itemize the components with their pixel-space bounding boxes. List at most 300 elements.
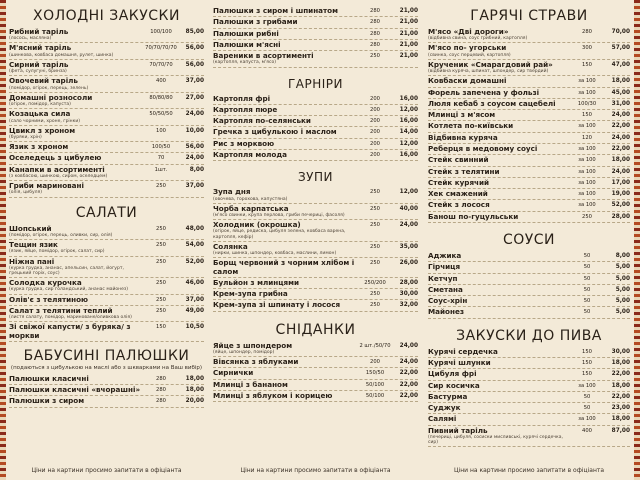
menu-item-text <box>9 94 144 107</box>
decorative-border-left <box>0 0 6 480</box>
menu-item-name: Палюшки класичні «вчорашні» <box>9 385 141 395</box>
menu-item-text <box>213 358 358 366</box>
menu-item-price: 30,00 <box>399 291 418 298</box>
menu-item-text <box>9 225 144 238</box>
menu-item-name: Курячі сердечка <box>428 346 498 356</box>
menu-item-weight: 70 <box>157 155 165 162</box>
menu-item-text <box>9 154 144 162</box>
section-title-salads: САЛАТИ <box>75 204 138 221</box>
menu-item-weight: 280 <box>370 41 380 48</box>
menu-item-name: Гриби мариновані <box>9 181 84 191</box>
menu-item-price: 18,00 <box>185 387 204 394</box>
menu-item-name: Бульйон з млинцями <box>213 277 300 287</box>
section-title-sauces: СОУСИ <box>502 232 556 249</box>
menu-item-text <box>428 201 570 209</box>
menu-item-weight: 250 <box>156 183 166 190</box>
menu-item-text <box>213 117 358 125</box>
section-title-breakfasts: СНІДАНКИ <box>275 321 356 338</box>
menu-item-name: Кетчуп <box>428 273 458 283</box>
menu-item-weight: 200 <box>370 106 380 113</box>
menu-item-weight: за 100 <box>578 416 596 423</box>
menu-item-name: Зі свіжої капусти/ з буряка/ з моркви <box>9 322 131 340</box>
menu-item-name: Чорба карпатська <box>213 203 289 213</box>
items-sauces <box>428 251 630 319</box>
menu-item-weight: 250 <box>370 222 380 229</box>
menu-item-price: 56,00 <box>185 61 204 68</box>
menu-item <box>428 76 630 87</box>
menu-item <box>9 396 204 407</box>
menu-item-weight: 150 <box>582 112 592 119</box>
menu-item-name: Яйце з шпондером <box>213 340 293 350</box>
menu-item-name: Домашні розносоли <box>9 92 93 102</box>
menu-item-name: Стейк з лосося <box>428 200 490 210</box>
menu-item-price: 10,00 <box>185 127 204 134</box>
menu-item-price: 24,00 <box>611 168 630 175</box>
menu-item <box>428 296 630 307</box>
items-soups <box>213 187 418 311</box>
menu-item-name: Картопля молода <box>213 149 287 159</box>
menu-item <box>9 224 204 240</box>
menu-item <box>213 368 418 379</box>
menu-item-weight: 250 <box>156 296 166 303</box>
menu-item <box>428 414 630 425</box>
menu-item-weight: 280 <box>582 29 592 35</box>
menu-item-text <box>428 168 570 176</box>
menu-item-text <box>213 369 358 377</box>
menu-item <box>428 358 630 369</box>
menu-item-name: Люля кебаб з соусом сацебелі <box>428 98 556 108</box>
menu-item <box>213 139 418 150</box>
menu-item-name: Палюшки з грибами <box>213 17 298 27</box>
menu-item-name: Олів'є з телятиною <box>9 294 89 304</box>
menu-item <box>9 257 204 279</box>
menu-item-name: Палюшки з сиром і шпинатом <box>213 6 338 15</box>
menu-item-weight: 250 <box>582 213 592 220</box>
menu-item-price: 54,00 <box>185 242 204 249</box>
menu-item-text <box>428 415 570 423</box>
menu-item-name: М'ясо «Дві дороги» <box>428 27 509 36</box>
menu-item-price: 35,00 <box>399 243 418 250</box>
menu-item-ingredients: (картопля, капуста, м'ясо) <box>213 60 276 66</box>
section-title-cold-appetizers: ХОЛОДНІ ЗАКУСКИ <box>33 8 180 24</box>
menu-item <box>213 6 418 17</box>
menu-item-text <box>213 128 358 136</box>
section-title-palushky: БАБУСИНІ ПАЛЮШКИ <box>23 347 190 364</box>
items-cold-appetizers <box>9 27 204 198</box>
menu-item-name: Соус-хрін <box>428 296 468 306</box>
menu-item-weight: 50 <box>583 405 591 412</box>
menu-item-text <box>213 30 358 38</box>
menu-item-text <box>428 100 570 108</box>
menu-item-weight: 280 <box>156 398 166 405</box>
menu-item-price: 22,00 <box>611 371 630 378</box>
menu-column-3 <box>428 6 630 474</box>
menu-item <box>428 251 630 262</box>
menu-item-name: Солянка <box>213 241 248 251</box>
menu-item <box>213 204 418 220</box>
menu-item-weight: 150 <box>582 371 592 378</box>
menu-item-name: Сир косичка <box>428 380 480 390</box>
menu-column-2 <box>213 6 418 474</box>
menu-item-weight: 120 <box>582 134 592 141</box>
menu-item-name: М'ясо по- угорськи <box>428 43 507 53</box>
menu-item <box>428 99 630 110</box>
menu-item-name: Реберця в медовому соусі <box>428 144 538 154</box>
menu-item-price: 14,00 <box>399 129 418 136</box>
menu-item-weight: за 100 <box>578 146 596 153</box>
menu-item-price: 28,00 <box>399 279 418 286</box>
menu-item-weight: 280 <box>370 30 380 37</box>
menu-item-weight: 250 <box>370 302 380 309</box>
menu-item-text <box>428 122 570 130</box>
menu-item-ingredients: (листя салату, помідор, мариноване/оливкова олія) <box>9 315 132 321</box>
menu-item <box>213 300 418 311</box>
menu-item-weight: 250 <box>156 242 166 249</box>
menu-item-text <box>9 386 144 394</box>
menu-item-name: Палюшки з сиром <box>9 396 85 406</box>
menu-item-weight: 50 <box>583 309 591 316</box>
menu-item <box>428 121 630 132</box>
menu-item-name: Палюшки класичні <box>9 373 89 383</box>
menu-item-text <box>428 252 570 260</box>
menu-item <box>428 347 630 358</box>
menu-item-price: 24,00 <box>399 222 418 229</box>
menu-item-text <box>428 393 570 401</box>
footer-note: Ціни на картини просимо запитати в офіціанта <box>453 467 605 474</box>
menu-item <box>213 29 418 40</box>
menu-item <box>428 381 630 392</box>
menu-item-text <box>428 77 570 85</box>
menu-item-name: Банош по-гуцульськи <box>428 211 519 221</box>
menu-item-weight: 200 <box>370 151 380 158</box>
menu-item-price: 37,00 <box>185 296 204 303</box>
section-title-garnishes: ГАРНІРИ <box>287 76 344 91</box>
menu-item-ingredients: (курка грудка, ананас, апельсин, салат, йогурт, грецький горіх, соус) <box>9 265 124 276</box>
menu-item-name: Суджук <box>428 403 461 413</box>
menu-item <box>9 181 204 197</box>
menu-item-weight: 250 <box>370 291 380 298</box>
menu-item-text <box>428 286 570 294</box>
menu-item-weight: 200 <box>370 140 380 147</box>
menu-item-weight: 250 <box>370 243 380 250</box>
menu-item-text <box>213 342 358 355</box>
menu-item-text <box>428 44 570 57</box>
menu-item <box>428 167 630 178</box>
menu-item-price: 21,00 <box>399 53 418 60</box>
menu-item-name: Крученик «Смарагдовий рай» <box>428 59 553 69</box>
menu-item <box>428 307 630 318</box>
menu-item-price: 21,00 <box>399 41 418 48</box>
footer-note: Ціни на картини просимо запитати в офіціанта <box>240 467 391 474</box>
menu-item-name: Хек смажений <box>428 189 488 199</box>
menu-item-text <box>428 382 570 390</box>
menu-item-price: 46,00 <box>185 280 204 287</box>
menu-item-text <box>428 370 570 378</box>
menu-item-ingredients: (лосось, масляна) <box>9 36 52 42</box>
menu-item-ingredients: (свинка, соус перцевий, картопля) <box>428 52 511 58</box>
menu-item-price: 21,00 <box>399 30 418 37</box>
menu-item-name: Відбивна куряча <box>428 132 498 142</box>
menu-item-price: 5,00 <box>615 275 630 282</box>
menu-item-price: 52,00 <box>611 202 630 209</box>
menu-item-ingredients: (курка грудка, сир голандський, ананас майонез) <box>9 287 129 293</box>
menu-item-text <box>213 52 358 65</box>
menu-item <box>9 165 204 181</box>
menu-item-price: 48,00 <box>185 225 204 232</box>
menu-item-weight: 280 <box>370 19 380 26</box>
menu-item-weight: 200 <box>370 129 380 136</box>
menu-item-ingredients: (помідор, огірок, перець, зелень) <box>9 85 89 91</box>
menu-item-name: Ковбаски домашні <box>428 76 507 86</box>
menu-item-name: Ніжна пані <box>9 256 55 266</box>
menu-item-name: Гречка з цибулькою і маслом <box>213 127 337 137</box>
menu-item-price: 28,00 <box>611 213 630 220</box>
menu-item-text <box>9 241 144 254</box>
menu-item-weight: 50 <box>583 264 591 271</box>
menu-item-text <box>428 348 570 356</box>
menu-item-name: Цибуля фрі <box>428 369 477 379</box>
menu-item-price: 18,00 <box>611 416 630 423</box>
menu-item <box>9 153 204 164</box>
menu-item-price: 16,00 <box>399 95 418 102</box>
menu-item-name: Картопля по-селянськи <box>213 116 311 126</box>
menu-item-price: 16,00 <box>399 151 418 158</box>
menu-item-name: Козацька сила <box>9 109 71 119</box>
menu-item-text <box>213 392 358 400</box>
menu-item-weight: 150 <box>582 61 592 68</box>
menu-item-price: 37,00 <box>185 183 204 190</box>
menu-item-name: Салат з телятини теплий <box>9 305 113 315</box>
menu-item-ingredients: (м'ясо свинки, крупа перлова, гриби печериці, фасоля) <box>213 213 345 218</box>
menu-item-name: Вареники в асортименті <box>213 51 314 61</box>
menu-item <box>428 133 630 144</box>
menu-item-weight: 250 <box>370 260 380 267</box>
footer-note: Ціни на картини просимо запитати в офіціанта <box>31 467 182 474</box>
menu-item-price: 22,00 <box>399 392 418 399</box>
menu-item-text <box>213 140 358 148</box>
menu-item-name: Курячі шлунки <box>428 357 491 367</box>
menu-item-ingredients: (з ковбасою, шинкою, сиром, оселедцем) <box>9 174 108 180</box>
menu-item <box>428 189 630 200</box>
menu-item-name: Салямі <box>428 414 457 424</box>
menu-item-name: Пивний таріль <box>428 425 488 435</box>
menu-item-text <box>9 323 144 340</box>
menu-item <box>213 258 418 278</box>
menu-item-weight: 300 <box>582 45 592 52</box>
menu-item-price: 5,00 <box>615 309 630 316</box>
menu-item-text <box>213 205 358 218</box>
menu-item-price: 5,00 <box>615 286 630 293</box>
menu-item-weight: 280 <box>156 375 166 382</box>
menu-item-weight: за 100 <box>578 179 596 186</box>
menu-item-ingredients: (відбивна свина, соус грибний, картопля) <box>428 36 528 42</box>
menu-item-weight: 50 <box>583 286 591 293</box>
menu-item-name: Картопля фрі <box>213 93 271 103</box>
menu-item-price: 17,00 <box>611 179 630 186</box>
menu-item-name: Стейк свинний <box>428 155 489 165</box>
menu-item-price: 23,00 <box>611 405 630 412</box>
menu-item-price: 49,00 <box>185 307 204 314</box>
menu-item-name: М'ясний таріль <box>9 43 72 53</box>
menu-item-price: 18,00 <box>611 382 630 389</box>
menu-item-weight: 70/70/70/70 <box>145 45 177 52</box>
menu-item-price: 37,00 <box>185 78 204 85</box>
menu-item-weight: 1шт. <box>154 166 168 173</box>
menu-item-text <box>9 61 144 74</box>
menu-item-weight: 250 <box>370 53 380 60</box>
menu-item-text <box>428 179 570 187</box>
menu-item-price: 26,00 <box>399 260 418 267</box>
menu-item-text <box>213 18 358 26</box>
menu-item-weight: 250 <box>156 307 166 314</box>
menu-item-weight: за 100 <box>578 168 596 175</box>
menu-item-price: 24,00 <box>185 111 204 118</box>
menu-item-weight: 50/100 <box>365 381 385 388</box>
menu-item-weight: 150 <box>582 348 592 355</box>
menu-item <box>9 374 204 385</box>
menu-item-price: 24,00 <box>399 342 418 349</box>
menu-item-text <box>213 106 358 114</box>
menu-item <box>213 150 418 161</box>
items-palushky <box>9 374 204 408</box>
menu-item-text <box>428 263 570 271</box>
menu-item <box>428 262 630 273</box>
menu-item-ingredients: (огірок, яйце, редиска, цибуля зелена, ковбаса варена, картопля, кефір) <box>213 229 346 240</box>
menu-item-price: 45,00 <box>611 89 630 96</box>
menu-item-name: Цвикл з хроном <box>9 125 76 135</box>
menu-item-price: 10,50 <box>185 324 204 331</box>
menu-item-name: Оселедець з цибулею <box>9 153 102 163</box>
menu-item-text <box>428 427 570 446</box>
menu-item-text <box>9 279 144 292</box>
menu-item <box>213 357 418 368</box>
menu-item-price: 21,00 <box>399 19 418 26</box>
menu-item <box>428 426 630 448</box>
menu-item-price: 52,00 <box>185 258 204 265</box>
menu-item-text <box>428 275 570 283</box>
menu-item-text <box>428 308 570 316</box>
menu-item-weight: 50 <box>583 393 591 400</box>
menu-item-text <box>428 28 570 41</box>
menu-item-weight: 150 <box>582 359 592 366</box>
menu-item <box>428 110 630 121</box>
menu-item-text <box>9 375 144 383</box>
menu-item-text <box>9 28 144 41</box>
menu-item-price: 8,00 <box>615 253 630 260</box>
menu-item-price: 30,00 <box>611 348 630 355</box>
menu-item <box>213 94 418 105</box>
menu-item-price: 56,00 <box>185 144 204 151</box>
menu-item-weight: 100/100 <box>150 29 172 35</box>
menu-item <box>213 380 418 391</box>
menu-item <box>9 109 204 125</box>
menu-item <box>213 391 418 402</box>
menu-item-ingredients: (олія, цибуля) <box>9 190 42 196</box>
menu-item <box>428 144 630 155</box>
menu-item-text <box>9 110 144 123</box>
menu-item-price: 47,00 <box>611 61 630 68</box>
menu-item-price: 32,00 <box>399 302 418 309</box>
menu-item-weight: 100 <box>156 127 166 134</box>
menu-item-text <box>9 258 144 277</box>
menu-item-name: Бастурма <box>428 391 468 401</box>
menu-item-weight: 250 <box>156 280 166 287</box>
menu-item <box>428 60 630 76</box>
menu-item-name: Овочевий таріль <box>9 76 78 86</box>
menu-item <box>428 285 630 296</box>
items-garnishes <box>213 94 418 162</box>
menu-item-name: Котлета по-київськи <box>428 121 514 131</box>
menu-item <box>213 289 418 300</box>
menu-item-text <box>428 190 570 198</box>
menu-item-ingredients: (нирки, шинка, шпондер, ковбаса, маслини, лимон) <box>213 251 337 257</box>
menu-item <box>9 385 204 396</box>
menu-item-weight: 250 <box>156 258 166 265</box>
menu-item <box>428 369 630 380</box>
menu-item-name: Млинці з яблуком і корицею <box>213 390 333 400</box>
menu-item-ingredients: (сало чорними, хроне, грінки) <box>9 118 81 124</box>
menu-item <box>213 242 418 258</box>
menu-item-name: Рис з морквою <box>213 138 275 148</box>
menu-item-weight: 250 <box>156 225 166 232</box>
menu-item <box>213 220 418 242</box>
menu-item <box>213 105 418 116</box>
menu-item-weight: 50 <box>583 253 591 260</box>
menu-item-name: Зупа дня <box>213 187 251 197</box>
menu-item-name: Палюшки рибні <box>213 28 279 38</box>
menu-item-name: Крем-зупа грибна <box>213 289 288 299</box>
menu-item-text <box>428 297 570 305</box>
menu-item-text <box>213 221 358 240</box>
menu-item-text <box>213 7 358 15</box>
menu-item-price: 22,00 <box>611 393 630 400</box>
items-beer-snacks <box>428 347 630 448</box>
menu-item-name: Сметана <box>428 284 463 294</box>
menu-item-weight: 280 <box>370 8 380 14</box>
menu-item-ingredients: (язик, яйце, помідор, огірок, салат, сир) <box>9 249 105 255</box>
menu-item <box>428 200 630 211</box>
menu-item-name: Тещин язик <box>9 240 58 250</box>
menu-item-name: Млинці з бананом <box>213 379 288 389</box>
menu-item-weight: 280 <box>156 387 166 394</box>
menu-item <box>213 127 418 138</box>
menu-item-text <box>9 307 144 320</box>
menu-item <box>9 76 204 92</box>
menu-item-name: Форель запечена у фользі <box>428 87 540 97</box>
menu-item-name: Аджика <box>428 251 462 261</box>
menu-item <box>213 51 418 67</box>
menu-item-price: 22,00 <box>611 146 630 153</box>
palushky-note: (подаються з цибулькою на маслі або з шкварками на Ваш вибір) <box>10 364 203 371</box>
menu-item <box>9 27 204 43</box>
menu-item <box>213 341 418 357</box>
menu-item <box>9 240 204 256</box>
menu-item-text <box>213 151 358 159</box>
menu-item-text <box>9 397 144 405</box>
menu-item-text <box>428 61 570 74</box>
menu-item-text <box>9 143 144 151</box>
menu-item-price: 18,00 <box>611 359 630 366</box>
menu-item-weight: 100/50 <box>151 144 171 151</box>
menu-item-text <box>213 243 358 256</box>
menu-item <box>428 88 630 99</box>
menu-item-weight: 100/30 <box>577 100 597 107</box>
menu-item <box>213 278 418 289</box>
menu-item-price: 57,00 <box>611 45 630 52</box>
menu-item-weight: 400 <box>156 78 166 85</box>
items-breakfasts <box>213 341 418 403</box>
menu-item-name: Стейк з телятини <box>428 166 500 176</box>
